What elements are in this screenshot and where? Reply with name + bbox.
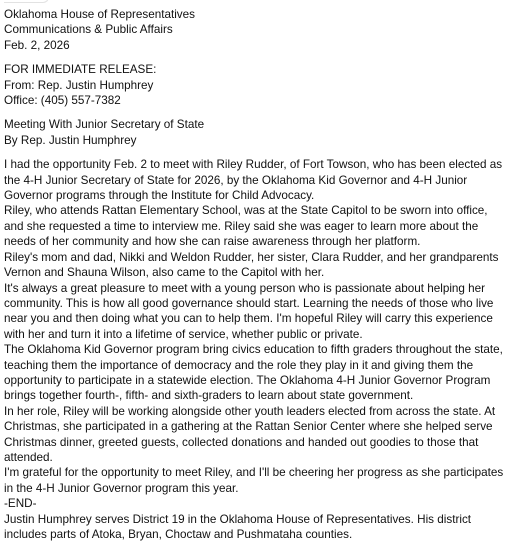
spacer	[4, 148, 506, 157]
body-paragraph: I had the opportunity Feb. 2 to meet with Riley Rudder, of Fort Towson, who has been elected as the 4-H Junior Secretary of State for 2026, by the Oklahoma Kid Governor and 4-H Junior Governor programs through the Institute for Child Advocacy.	[4, 158, 503, 203]
end-marker: -END-	[4, 497, 37, 511]
author-bio: Justin Humphrey serves District 19 in the Oklahoma House of Representatives. His district includes parts of Atoka, Bryan, Choctaw and Pushmataha counties.	[4, 512, 472, 541]
from-line: From: Rep. Justin Humphrey	[4, 78, 154, 92]
org-name: Oklahoma House of Representatives	[4, 8, 195, 21]
spacer	[4, 108, 506, 117]
department-name: Communications & Public Affairs	[4, 23, 173, 37]
release-date: Feb. 2, 2026	[4, 38, 70, 52]
press-release-document	[4, 7, 506, 542]
article-title: Meeting With Junior Secretary of State	[4, 118, 205, 132]
body-paragraph: In her role, Riley will be working alongside other youth leaders elected from across the state. At Christmas, she participated in a gathering at the Rattan Senior Center where she helped serve Christmas dinner, greeted guests, collected donations and handed out goodies to those that attended.	[4, 404, 496, 464]
body-paragraph: The Oklahoma Kid Governor program bring civics education to fifth graders throughout the state, teaching them the importance of democracy and the role they play in it and giving them the opportunity to participate in a statewide election. The Oklahoma 4-H Junior Governor Program brings together fourth-, fifth- and sixth-graders to learn about state government.	[4, 343, 503, 403]
body-paragraph: Riley, who attends Rattan Elementary School, was at the State Capitol to be sworn into office, and she requested a time to interview me. Riley said she was eager to learn more about the needs of her community and how she can raise awareness through her platform.	[4, 204, 488, 249]
release-info	[4, 62, 506, 108]
window-edge-fragment	[4, 0, 49, 3]
spacer	[4, 53, 506, 62]
article-heading	[4, 117, 506, 148]
body-paragraph: It's always a great pleasure to meet with a young person who is passionate about helping her community. This is how all good governance should start. Learning the needs of those who live near you and then doing what you can to help them. I'm hopeful Riley will carry this experience with her and turn it into a lifetime of service, whether public or private.	[4, 281, 494, 341]
office-phone: Office: (405) 557-7382	[4, 94, 121, 108]
body-paragraph: Riley's mom and dad, Nikki and Weldon Rudder, her sister, Clara Rudder, and her grandparents Vernon and Shauna Wilson, also came to the Capitol with her.	[4, 250, 499, 280]
article-byline: By Rep. Justin Humphrey	[4, 133, 137, 147]
release-label: FOR IMMEDIATE RELEASE:	[4, 63, 157, 77]
body-paragraph: I'm grateful for the opportunity to meet Riley, and I'll be cheering her progress as she participates in the 4-H Junior Governor program this year.	[4, 466, 504, 495]
article-body	[4, 157, 506, 542]
letterhead	[4, 7, 506, 53]
